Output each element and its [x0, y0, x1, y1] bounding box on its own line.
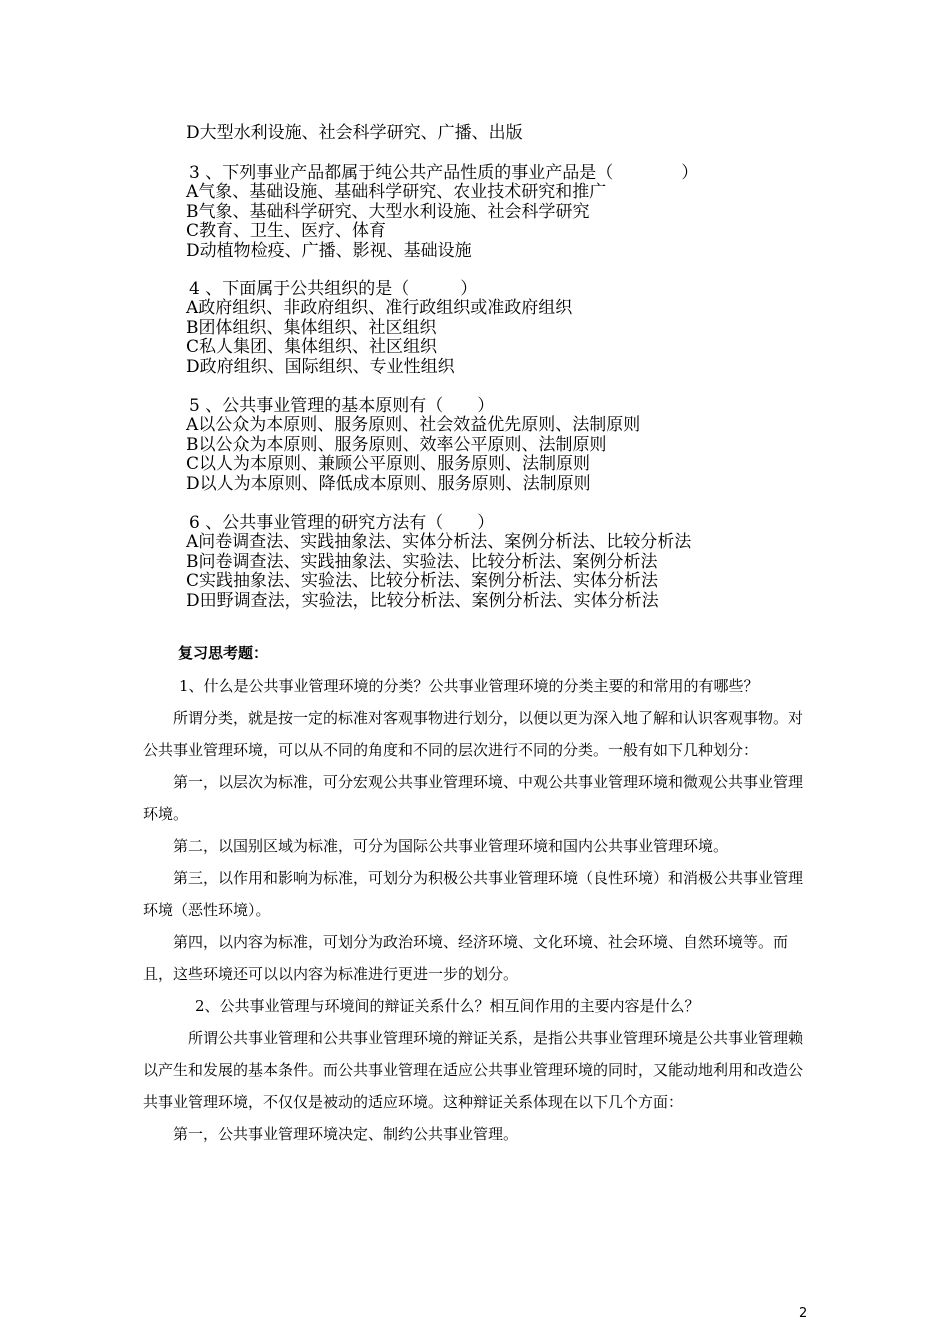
review-heading: 复习思考题： — [178, 644, 269, 662]
option-a: A问卷调查法、实践抽象法、实体分析法、案例分析法、比较分析法 — [186, 532, 692, 553]
question-stem: 4 、下面属于公共组织的是（ ） — [189, 279, 478, 299]
page-number: 2 — [799, 1306, 808, 1321]
option-c: C私人集团、集体组织、社区组织 — [186, 337, 438, 358]
review-section — [143, 670, 815, 1150]
answer-paragraph: 第一，以层次为标准，可分宏观公共事业管理环境、中观公共事业管理环境和微观公共事业管理环境。 — [143, 773, 804, 823]
question-4 — [186, 280, 826, 377]
option-c: C教育、卫生、医疗、体育 — [186, 221, 387, 242]
option-d: D动植物检疫、广播、影视、基础设施 — [186, 240, 472, 261]
option-c: C以人为本原则、兼顾公平原则、服务原则、法制原则 — [186, 454, 591, 475]
option-d: D大型水利设施、社会科学研究、广播、出版 — [186, 123, 523, 143]
question-stem: 3 、下列事业产品都属于纯公共产品性质的事业产品是（ ） — [189, 163, 699, 183]
question-stem: 6 、公共事业管理的研究方法有（ ） — [189, 513, 495, 533]
option-a: A政府组织、非政府组织、准行政组织或准政府组织 — [186, 298, 573, 319]
review-question-1: 1、什么是公共事业管理环境的分类？公共事业管理环境的分类主要的和常用的有哪些？ — [179, 677, 759, 695]
option-c: C实践抽象法、实验法、比较分析法、案例分析法、实体分析法 — [186, 571, 659, 592]
answer-paragraph: 第四，以内容为标准，可划分为政治环境、经济环境、文化环境、社会环境、自然环境等。而且，这些环境还可以以内容为标准进行更进一步的划分。 — [143, 933, 789, 983]
question-stem: 5 、公共事业管理的基本原则有（ ） — [189, 396, 495, 416]
option-b: B以公众为本原则、服务原则、效率公平原则、法制原则 — [186, 434, 607, 455]
option-b: B问卷调查法、实践抽象法、实验法、比较分析法、案例分析法 — [186, 551, 658, 572]
option-a: A气象、基础设施、基础科学研究、农业技术研究和推广 — [186, 182, 607, 203]
question-2-tail — [186, 124, 826, 143]
option-b: B团体组织、集体组织、社区组织 — [186, 317, 437, 338]
answer-paragraph: 第三，以作用和影响为标准，可划分为积极公共事业管理环境（良性环境）和消极公共事业管理环境（恶性环境）。 — [143, 869, 804, 919]
option-d: D以人为本原则、降低成本原则、服务原则、法制原则 — [186, 473, 591, 494]
option-d: D田野调查法，实验法，比较分析法、案例分析法、实体分析法 — [186, 590, 659, 611]
option-b: B气象、基础科学研究、大型水利设施、社会科学研究 — [186, 201, 590, 222]
option-d: D政府组织、国际组织、专业性组织 — [186, 356, 455, 377]
answer-paragraph: 所谓分类，就是按一定的标准对客观事物进行划分，以便以更为深入地了解和认识客观事物。对公共事业管理环境，可以从不同的角度和不同的层次进行不同的分类。一般有如下几种划分： — [143, 709, 804, 759]
question-6 — [186, 514, 826, 611]
option-a: A以公众为本原则、服务原则、社会效益优先原则、法制原则 — [186, 415, 641, 436]
answer-paragraph: 第二，以国别区域为标准，可分为国际公共事业管理环境和国内公共事业管理环境。 — [173, 837, 729, 855]
answer-paragraph: 所谓公共事业管理和公共事业管理环境的辩证关系，是指公共事业管理环境是公共事业管理赖以产生和发展的基本条件。而公共事业管理在适应公共事业管理环境的同时，又能动地利用和改造公共事业管理环境，不仅仅是被动的适应环境。这种辩证关系体现在以下几个方面： — [143, 1029, 804, 1111]
answer-paragraph: 第一，公共事业管理环境决定、制约公共事业管理。 — [173, 1125, 519, 1143]
question-5 — [186, 397, 826, 494]
question-3 — [186, 164, 826, 261]
review-question-2: 2、公共事业管理与环境间的辩证关系什么？相互间作用的主要内容是什么？ — [195, 997, 700, 1015]
